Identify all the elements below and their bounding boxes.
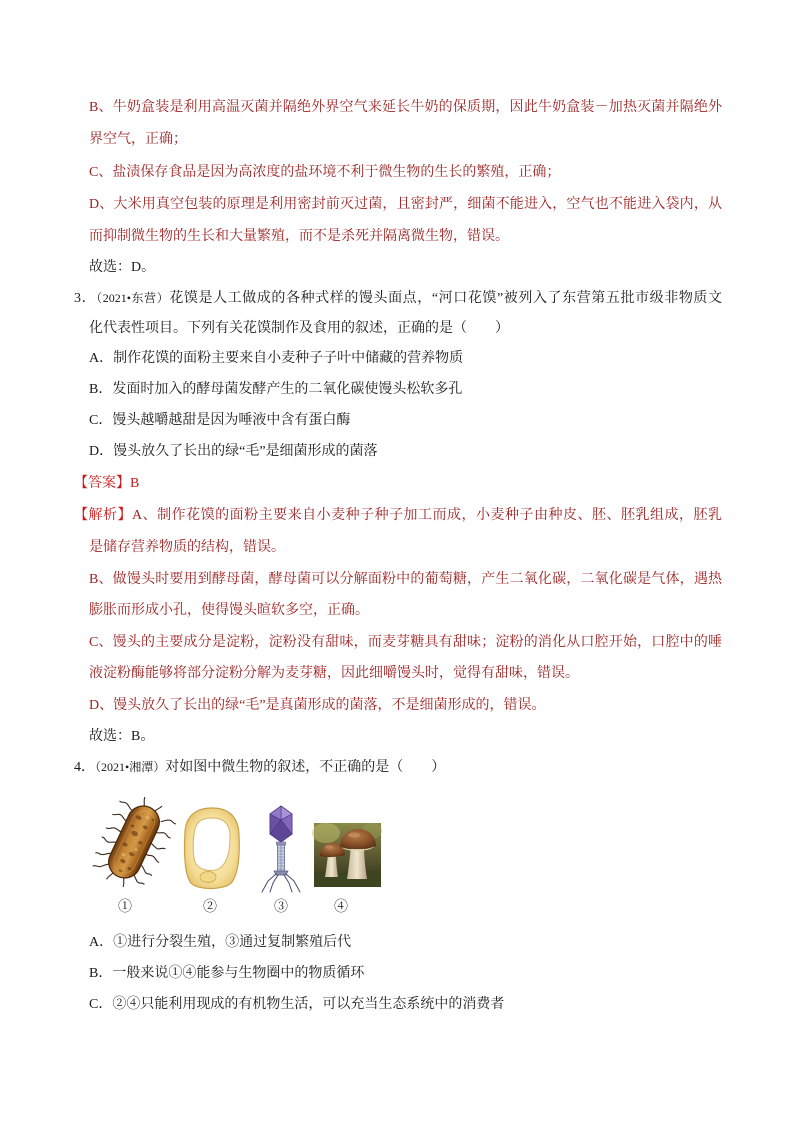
figure-label-4: ④ — [334, 900, 348, 915]
analysis-c-line: C、馒头的主要成分是淀粉，淀粉没有甜味，而麦芽糖具有甜味；淀粉的消化从口腔开始，口腔中的唾 — [89, 635, 722, 650]
bacterium-icon — [86, 790, 182, 894]
question-3-conclusion: 故选：B。 — [89, 729, 155, 744]
figure-label-1: ① — [118, 900, 132, 915]
question-4-stem-line — [74, 756, 445, 778]
question-3-number: 3． — [74, 291, 97, 306]
analysis-c-line: 液淀粉酶能够将部分淀粉分解为麦芽糖，因此细嚼馒头时，觉得有甜味，错误。 — [89, 666, 579, 681]
question-4-option-a: A．①进行分裂生殖，③通过复制繁殖后代 — [89, 935, 352, 950]
question-4-option-c: C．②④只能利用现成的有机物生活，可以充当生态系统中的消费者 — [89, 997, 505, 1012]
figure-label-2: ② — [203, 900, 217, 915]
question-3-option-c: C．馒头越嚼越甜是因为唾液中含有蛋白酶 — [89, 413, 351, 428]
bacteriophage-icon — [258, 804, 304, 894]
question-4-stem: 对如图中微生物的叙述，不正确的是（ ） — [165, 760, 446, 775]
question-3-option-d: D．馒头放久了长出的绿“毛”是细菌形成的菌落 — [89, 444, 378, 459]
prev-analysis-option-b-line: B、牛奶盒装是利用高温灭菌并隔绝外界空气来延长牛奶的保质期，因此牛奶盒装－加热灭菌并隔绝外 — [89, 100, 722, 115]
answer-line — [74, 473, 139, 495]
question-4-number: 4． — [74, 760, 95, 775]
question-4-source: （2021•湘潭） — [95, 760, 166, 774]
figure-label-3: ③ — [274, 900, 288, 915]
yeast-cell-icon — [182, 806, 242, 892]
prev-analysis-option-b-line: 界空气，正确； — [89, 132, 187, 147]
question-3-stem-text: 花馍是人工做成的各种式样的馒头面点，“河口花馍”被列入了东营第五批市级非物质文 — [169, 291, 722, 306]
analysis-label: 【解析】 — [74, 508, 132, 523]
answer-value: B — [130, 476, 140, 491]
answer-label: 【答案】 — [74, 476, 130, 491]
question-4-option-b: B．一般来说①④能参与生物圈中的物质循环 — [89, 966, 365, 981]
analysis-a-text: A、制作花馍的面粉主要来自小麦种子种子加工而成，小麦种子由种皮、胚、胚乳组成，胚乳 — [132, 508, 723, 523]
question-3-stem-first-line — [74, 287, 722, 309]
question-3-source: （2021•东营） — [96, 291, 170, 305]
question-3-option-a: A．制作花馍的面粉主要来自小麦种子子叶中储藏的营养物质 — [89, 351, 464, 366]
analysis-b-line: 膨胀而形成小孔，使得馒头暄软多空，正确。 — [89, 603, 369, 618]
prev-conclusion: 故选：D。 — [89, 260, 156, 275]
prev-analysis-option-c-line: C、盐渍保存食品是因为高浓度的盐环境不利于微生物的生长的繁殖，正确； — [89, 165, 561, 180]
mushroom-photo — [314, 823, 381, 887]
analysis-a-line: 是储存营养物质的结构，错误。 — [89, 540, 285, 555]
prev-analysis-option-d-line: D、大米用真空包装的原理是利用密封前灭过菌，且密封严，细菌不能进入，空气也不能进入袋内，从 — [89, 197, 722, 212]
prev-analysis-option-d-line: 而抑制微生物的生长和大量繁殖，而不是杀死并隔离微生物，错误。 — [89, 229, 509, 244]
question-3-stem-line: 化代表性项目。下列有关花馍制作及食用的叙述，正确的是（ ） — [89, 321, 509, 336]
analysis-first-line — [74, 505, 722, 527]
analysis-b-line: B、做馒头时要用到酵母菌，酵母菌可以分解面粉中的葡萄糖，产生二氧化碳，二氧化碳是气体，遇热 — [89, 572, 722, 587]
question-3-option-b: B．发面时加入的酵母菌发酵产生的二氧化碳使馒头松软多孔 — [89, 382, 463, 397]
analysis-d-line: D、馒头放久了长出的绿“毛”是真菌形成的菌落，不是细菌形成的，错误。 — [89, 698, 546, 713]
